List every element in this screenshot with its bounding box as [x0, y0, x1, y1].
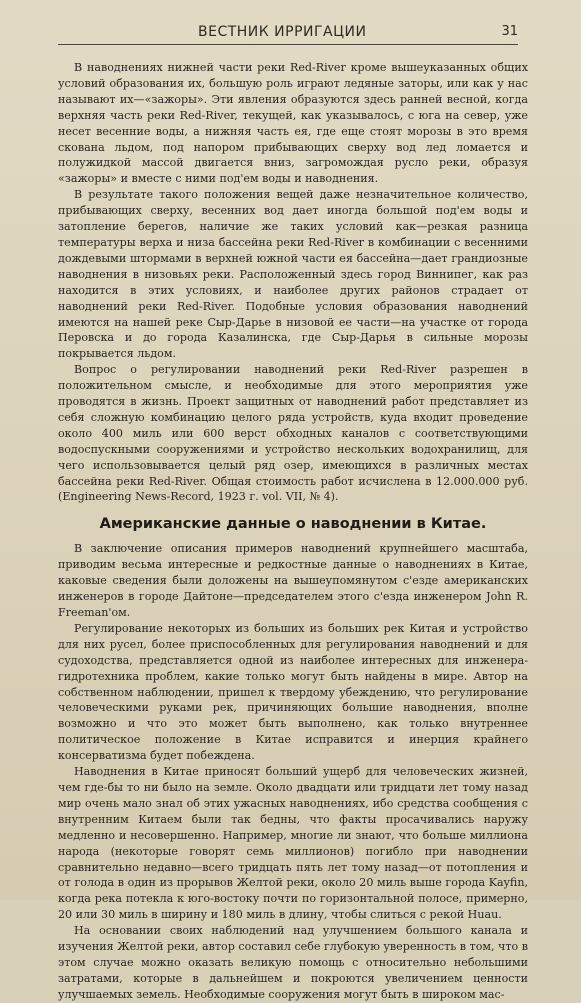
paragraph: Регулирование некоторых из больших из больших рек Китая и устройство для них русел, более приспособленных для регулирования наводнений и для судоходства, представляется одной из наиболее интересных для инженера-гидротехника проблем, какие только могут быть найдены в мире. Автор на собственном наблюдении, пришел к твердому убеждению, что регулирование человеческими руками рек, причиняющих большие наводнения, вполне возможно и что это может быть выполнено, как только внутреннее политическое положение в Китае исправится и инерция крайнего консерватизма будет побеждена.	[58, 621, 528, 763]
running-head: ВЕСТНИК ИРРИГАЦИИ	[198, 24, 367, 40]
section-title: Американские данные о наводнении в Китае.	[99, 516, 487, 533]
paragraph: В наводнениях нижней части реки Red-River кроме вышеуказанных общих условий образования их, большую роль играют ледяные заторы, или как у нас называют их—«зажоры». Эти явления образуются здесь ранней весной, когда верхняя часть реки Red-River, текущей, как указывалось, с юга на север, уже несет весенние воды, а нижняя часть ея, где еще стоят морозы в это время скована льдом, под напором прибывающих сверху вод лед ломается и полужидкой массой двигается вниз, загромождая русло реки, образуя «зажоры» и вместе с ними под'ем воды и наводнения.	[58, 61, 528, 186]
paragraph: Вопрос о регулировании наводнений реки Red-River разрешен в положительном смысле, и необходимые для этого мероприятия уже проводятся в жизнь. Проект защитных от наводнений работ представляет из себя сложную комбинацию целого ряда устройств, куда входит проведение около 400 миль или 600 верст обходных каналов с соответствующими водоспускными сооружениями и устройство нескольких водохранилищ, для чего использовывается целый ряд озер, имеющихся в различных местах бассейна реки Red-River. Общая стоимость работ исчислена в 12.000.000 руб. (Engineering News-Record, 1923 г. vol. VII, № 4).	[58, 363, 528, 504]
paragraph: В заключение описания примеров наводнений крупнейшего масштаба, приводим весьма интересные и редкостные данные о наводнениях в Китае, каковые сведения были доложены на вышеупомянутом с'езде американских инженеров в городе Дайтоне—председателем этого с'езда инженером John R. Freeman'ом.	[58, 542, 528, 619]
page-number: 31	[501, 24, 518, 39]
page-header	[58, 22, 518, 45]
article-body	[58, 60, 528, 1003]
paragraph: В результате такого положения вещей даже незначительное количество, прибывающих сверху, весенних вод дает иногда большой под'ем воды и затопление берегов, наличие же таких условий как—резкая разница температуры верха и низа бассейна реки Red-River в комбинации с весенними дождевыми штормами в верхней южной части ея бассейна—дает грандиозные наводнения в низовьях реки. Расположенный здесь город Виннипег, как раз находится в этих условиях, и наиболее других районов страдает от наводнений реки Red-River. Подобные условия образования наводнений имеются на нашей реке Сыр-Дарье в низовой ее части—на участке от города Перовска и до города Казалинска, где Сыр-Дарья в сильные морозы покрывается льдом.	[58, 188, 528, 361]
paragraph: На основании своих наблюдений над улучшением большого канала и изучения Желтой реки, автор составил себе глубокую уверенность в том, что в этом случае можно оказать великую помощь с относительно небольшими затратами, которые в дальнейшем и покроются увеличением ценности улучшаемых земель. Необходимые сооружения могут быть в широком мас-	[58, 924, 528, 1001]
paragraph: Наводнения в Китае приносят больший ущерб для человеческих жизней, чем где-бы то ни было на земле. Около двадцати или тридцати лет тому назад мир очень мало знал об этих ужасных наводнениях, ибо средства сообщения с внутренним Китаем были так бедны, что факты просачивались наружу медленно и несовершенно. Например, многие ли знают, что больше миллиона народа (некоторые говорят семь миллионов) погибло при наводнении сравнительно недавно—всего тридцать пять лет тому назад—от потопления и от голода в один из прорывов Желтой реки, около 20 миль выше города Kayfin, когда река потекла к юго-востоку почти по горизонтальной полосе, примерно, 20 или 30 миль в ширину и 180 миль в длину, чтобы слиться с рекой Huau.	[58, 765, 528, 922]
